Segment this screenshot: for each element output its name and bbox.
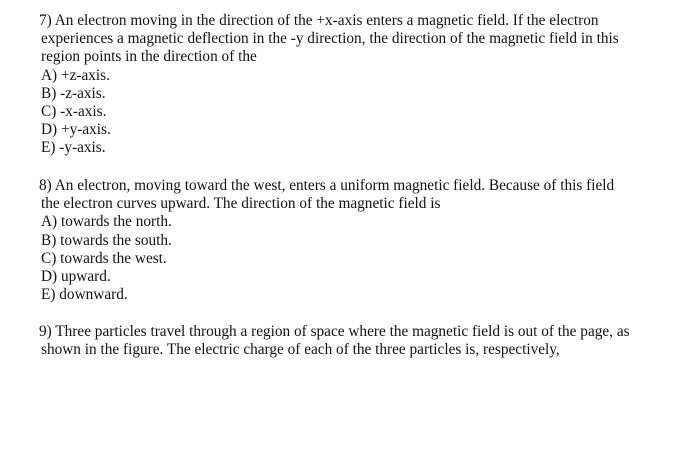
question-8-stem-line-1: 8) An electron, moving toward the west, enters a uniform magnetic field. Because of this field bbox=[39, 177, 615, 194]
question-8 bbox=[41, 177, 671, 304]
question-8-stem-line-2: the electron curves upward. The direction of the magnetic field is bbox=[41, 195, 441, 213]
question-7-option-c: C) -x-axis. bbox=[41, 103, 107, 121]
question-8-option-c: C) towards the west. bbox=[41, 249, 167, 267]
question-7-option-a: A) +z-axis. bbox=[41, 66, 110, 84]
question-7 bbox=[41, 12, 671, 158]
question-9-stem-line-2: shown in the figure. The electric charge of each of the three particles is, respectively, bbox=[41, 341, 560, 359]
question-7-option-e: E) -y-axis. bbox=[41, 139, 106, 157]
question-8-option-a: A) towards the north. bbox=[41, 213, 172, 231]
question-8-option-b: B) towards the south. bbox=[41, 231, 172, 249]
question-8-number: 8) bbox=[39, 177, 52, 194]
question-7-number: 7) bbox=[39, 12, 52, 29]
question-7-stem-line-1: 7) An electron moving in the direction of the +x-axis enters a magnetic field. If the electron bbox=[39, 12, 599, 29]
question-7-stem-line-2: experiences a magnetic deflection in the -y direction, the direction of the magnetic field in this bbox=[41, 30, 619, 48]
question-8-option-e: E) downward. bbox=[41, 286, 128, 304]
question-7-stem-line-3: region points in the direction of the bbox=[41, 48, 257, 66]
question-9-stem-line-1: 9) Three particles travel through a region of space where the magnetic field is out of the page, as bbox=[39, 323, 630, 340]
question-9 bbox=[41, 323, 671, 359]
question-8-options bbox=[41, 213, 671, 304]
question-9-number: 9) bbox=[39, 323, 52, 340]
question-7-options bbox=[41, 67, 671, 158]
question-8-option-d: D) upward. bbox=[41, 268, 111, 286]
question-7-option-b: B) -z-axis. bbox=[41, 84, 106, 102]
question-7-option-d: D) +y-axis. bbox=[41, 121, 111, 139]
